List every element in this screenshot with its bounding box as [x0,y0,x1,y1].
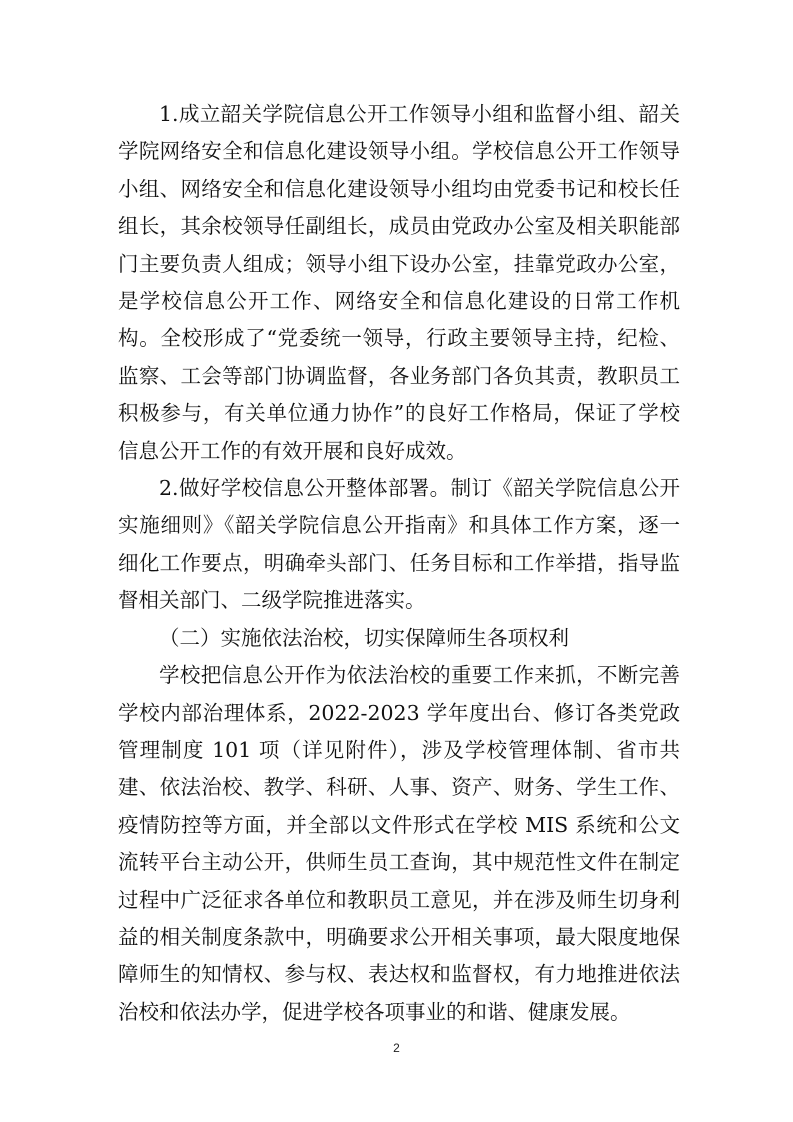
paragraph-overall-deployment: 2.做好学校信息公开整体部署。制订《韶关学院信息公开实施细则》《韶关学院信息公开指南》和具体工作方案，逐一细化工作要点，明确牵头部门、任务目标和工作举措，指导监督相关部门、二级学院推进落实。 [118,476,680,613]
page-number: 2 [393,1041,400,1055]
document-body [118,96,680,1031]
paragraph-leading-group: 1.成立韶关学院信息公开工作领导小组和监督小组、韶关学院网络安全和信息化建设领导小组。学校信息公开工作领导小组、网络安全和信息化建设领导小组均由党委书记和校长任组长，其余校领导任副组长，成员由党政办公室及相关职能部门主要负责人组成；领导小组下设办公室，挂靠党政办公室，是学校信息公开工作、网络安全和信息化建设的日常工作机构。全校形成了“党委统一领导，行政主要领导主持，纪检、监察、工会等部门协调监督，各业务部门各负其责，教职员工积极参与，有关单位通力协作”的良好工作格局，保证了学校信息公开工作的有效开展和良好成效。 [118,102,680,463]
section-heading: （二）实施依法治校，切实保障师生各项权利 [159,625,569,650]
paragraph-rule-of-law: 学校把信息公开作为依法治校的重要工作来抓，不断完善学校内部治理体系，2022-2023 学年度出台、修订各类党政管理制度 101 项（详见附件），涉及学校管理体制、省市共建、依法治校、教学、科研、人事、资产、财务、学生工作、疫情防控等方面，并全部以文件形式在学校 MIS 系统和公文流转平台主动公开，供师生员工查询，其中规范性文件在制定过程中广泛征求各单位和教职员工意见，并在涉及师生切身利益的相关制度条款中，明确要求公开相关事项，最大限度地保障师生的知情权、参与权、表达权和监督权，有力地推进依法治校和依法办学，促进学校各项事业的和谐、健康发展。 [118,663,680,1024]
